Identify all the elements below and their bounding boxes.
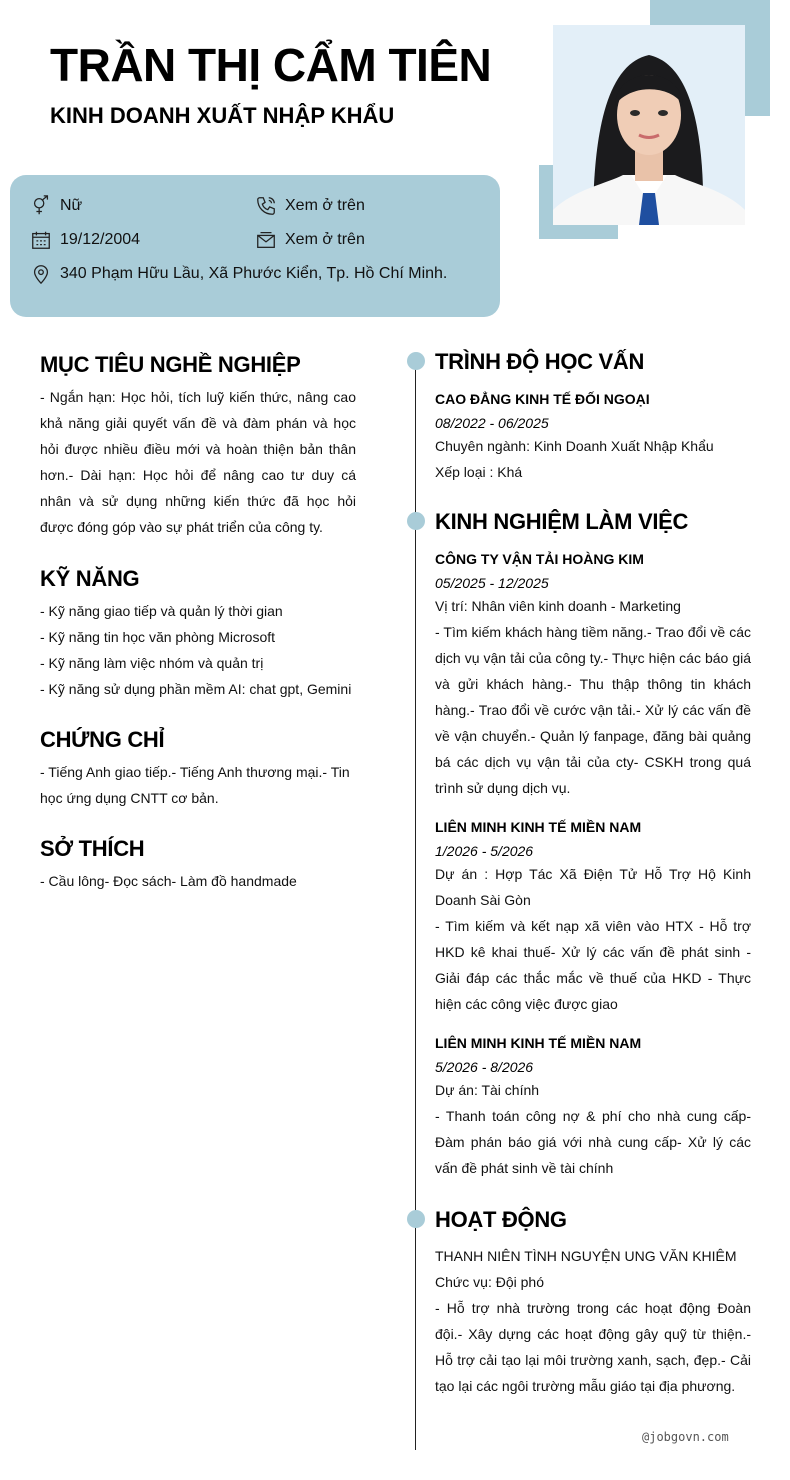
- skills-heading: KỸ NĂNG: [40, 566, 140, 591]
- objective-section: [40, 352, 356, 540]
- activities-org: THANH NIÊN TÌNH NGUYỆN UNG VĂN KHIÊM: [435, 1248, 737, 1264]
- skill-item: - Kỹ năng tin học văn phòng Microsoft: [40, 629, 276, 645]
- phone-icon: [255, 195, 277, 217]
- job-org: CÔNG TY VẬN TẢI HOÀNG KIM: [435, 551, 644, 567]
- watermark: @jobgovn.com: [642, 1430, 729, 1444]
- calendar-icon: [30, 229, 52, 251]
- hobbies-heading: SỞ THÍCH: [40, 836, 145, 861]
- gender-icon: [30, 195, 52, 217]
- skill-item: - Kỹ năng làm việc nhóm và quản trị: [40, 655, 264, 671]
- location-icon: [30, 263, 52, 285]
- gender-value: Nữ: [60, 197, 83, 214]
- skill-item: - Kỹ năng giao tiếp và quản lý thời gian: [40, 603, 283, 619]
- education-school: CAO ĐẲNG KINH TẾ ĐỐI NGOẠI: [435, 391, 650, 407]
- info-gender: [30, 195, 82, 217]
- timeline-dot-activities: [407, 1210, 425, 1228]
- job-desc: - Tìm kiếm và kết nạp xã viên vào HTX - Hỗ trợ HKD kê khai thuế- Xử lý các vấn đề phát sinh - Giải đáp các thắc mắc về thuế của HKD - Thực hiện các công việc được giao: [435, 918, 751, 1012]
- job-date: 1/2026 - 5/2026: [435, 843, 534, 859]
- activities-role: Chức vụ: Đội phó: [435, 1274, 544, 1290]
- experience-job: [435, 549, 751, 801]
- info-address: [30, 263, 447, 285]
- job-title: KINH DOANH XUẤT NHẬP KHẨU: [50, 103, 395, 128]
- job-desc: - Thanh toán công nợ & phí cho nhà cung cấp- Đàm phán báo giá với nhà cung cấp- Xử lý các vấn đề phát sinh về tài chính: [435, 1108, 751, 1176]
- email-icon: [255, 229, 277, 251]
- info-birthday: [30, 229, 140, 251]
- timeline-dot-education: [407, 352, 425, 370]
- activities-heading: HOẠT ĐỘNG: [435, 1207, 567, 1232]
- job-role: Vị trí: Nhân viên kinh doanh - Marketing: [435, 598, 681, 614]
- timeline-dot-experience: [407, 512, 425, 530]
- job-desc: - Tìm kiếm khách hàng tiềm năng.- Trao đổi về các dịch vụ vận tải của công ty.- Thực hiện các báo giá và gửi khách hàng.- Thu thập thông tin khách hàng.- Trao đổi về cước vận tải.- Xử lý các vấn đề về vận chuyển.- Quản lý fanpage, đăng bài quảng bá các dịch vụ vận tải của cty- CSKH trong quá trình sử dụng dịch vụ.: [435, 624, 751, 796]
- contact-info-box: [10, 175, 500, 317]
- hobbies-section: [40, 836, 356, 894]
- profile-photo: [553, 25, 745, 225]
- info-phone: [255, 195, 365, 217]
- experience-job: [435, 1033, 751, 1181]
- education-heading: TRÌNH ĐỘ HỌC VẤN: [435, 349, 645, 374]
- education-major: Chuyên ngành: Kinh Doanh Xuất Nhập Khẩu: [435, 438, 714, 454]
- phone-value: Xem ở trên: [285, 197, 365, 214]
- job-org: LIÊN MINH KINH TẾ MIỀN NAM: [435, 819, 642, 835]
- job-org: LIÊN MINH KINH TẾ MIỀN NAM: [435, 1035, 642, 1051]
- activities-desc: - Hỗ trợ nhà trường trong các hoạt động Đoàn đội.- Xây dựng các hoạt động gây quỹ từ thiện.- Hỗ trợ cải tạo lại môi trường xanh, sạch, đẹp.- Cải tạo lại các ngôi trường mẫu giáo tại địa phương.: [435, 1300, 751, 1394]
- job-date: 5/2026 - 8/2026: [435, 1059, 534, 1075]
- skill-item: - Kỹ năng sử dụng phần mềm AI: chat gpt, Gemini: [40, 681, 352, 697]
- certificates-heading: CHỨNG CHỈ: [40, 727, 165, 752]
- certificates-section: [40, 727, 356, 811]
- skills-list: [40, 598, 356, 702]
- experience-section: [435, 509, 751, 1181]
- job-role: Dự án: Tài chính: [435, 1082, 540, 1098]
- certificates-text: - Tiếng Anh giao tiếp.- Tiếng Anh thương mại.- Tin học ứng dụng CNTT cơ bản.: [40, 764, 350, 806]
- hobbies-text: - Cầu lông- Đọc sách- Làm đồ handmade: [40, 873, 297, 889]
- candidate-name: TRẦN THỊ CẨM TIÊN: [50, 39, 492, 91]
- skills-section: [40, 566, 356, 702]
- objective-text: - Ngắn hạn: Học hỏi, tích luỹ kiến thức, nâng cao khả năng giải quyết vấn đề và đàm phán và học hỏi được nhiều điều mới và hoàn thiện bản thân hơn.- Dài hạn: Học hỏi để nâng cao tư duy cá nhân và sử dụng những kiến thức đã học hỏi được đóng góp vào sự phát triển của công ty.: [40, 389, 356, 535]
- portrait-illustration: [553, 25, 745, 225]
- activities-section: [435, 1207, 751, 1399]
- experience-job: [435, 817, 751, 1017]
- job-date: 05/2025 - 12/2025: [435, 575, 549, 591]
- education-section: [435, 349, 751, 485]
- education-rank: Xếp loại : Khá: [435, 464, 523, 480]
- objective-heading: MỤC TIÊU NGHỀ NGHIỆP: [40, 352, 301, 377]
- address-value: 340 Phạm Hữu Lầu, Xã Phước Kiển, Tp. Hồ Chí Minh.: [60, 265, 448, 282]
- job-role: Dự án : Hợp Tác Xã Điện Tử Hỗ Trợ Hộ Kinh Doanh Sài Gòn: [435, 866, 751, 908]
- email-value: Xem ở trên: [285, 231, 365, 248]
- birthday-value: 19/12/2004: [60, 231, 141, 248]
- info-email: [255, 229, 365, 251]
- experience-heading: KINH NGHIỆM LÀM VIỆC: [435, 509, 689, 534]
- education-date: 08/2022 - 06/2025: [435, 415, 549, 431]
